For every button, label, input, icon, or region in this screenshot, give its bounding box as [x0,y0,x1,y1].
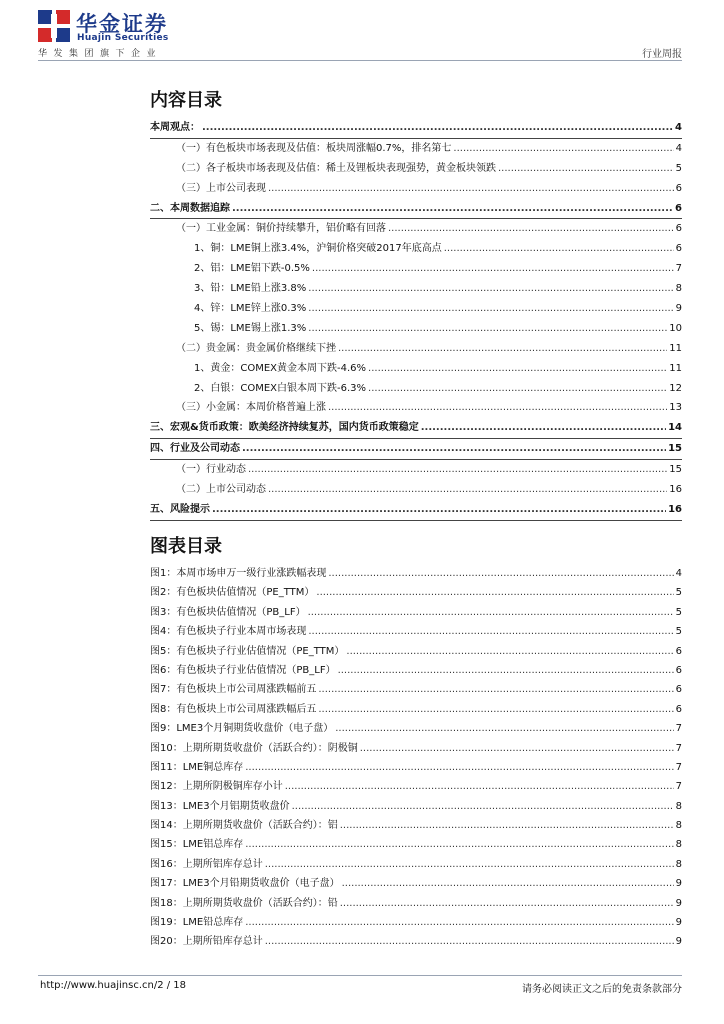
dot-leader [292,801,674,812]
toc-entry-page-number: 7 [675,263,682,275]
figure-entry-page-number: 8 [675,820,682,832]
figure-entry-page-number: 9 [675,936,682,948]
figure-entry-title: 图9：LME3个月铜期货收盘价（电子盘） [150,723,334,735]
toc-entry[interactable] [150,139,682,159]
toc-entry-title: （二）贵金属：贵金属价格继续下挫 [176,342,336,354]
figure-entry-title: 图16：上期所铝库存总计 [150,858,263,870]
dot-leader [242,443,666,454]
figure-entry[interactable] [150,855,682,874]
toc-entry[interactable] [150,398,682,418]
figure-entry-page-number: 5 [675,587,682,599]
dot-leader [212,504,666,515]
dot-leader [360,743,674,754]
dot-leader [346,646,673,657]
footer-divider [38,975,682,976]
dot-leader [318,704,673,715]
toc-entry-title: （二）各子板块市场表现及估值：稀土及锂板块表现强势，黄金板块领跌 [176,162,496,174]
dot-leader [318,684,673,695]
toc-entry[interactable] [150,418,682,439]
figure-entry[interactable] [150,680,682,699]
figure-entry-title: 图2：有色板块估值情况（PE_TTM） [150,587,315,599]
toc-entry[interactable] [150,439,682,460]
toc-entry-page-number: 16 [669,484,682,496]
toc-entry[interactable] [150,359,682,379]
figure-entry-title: 图20：上期所铅库存总计 [150,936,263,948]
toc-entry-page-number: 15 [668,443,682,455]
toc-entry-title: 3、铅：LME铅上涨3.8% [194,283,307,295]
toc-entry-title: 1、铜：LME铜上涨3.4%，沪铜价格突破2017年底高点 [194,243,442,255]
toc-entry[interactable] [150,118,682,139]
dot-leader [340,820,674,831]
brand-name-en: Huajin Securities [77,33,169,43]
figure-entry-title: 图19：LME铅总库存 [150,917,244,929]
footer-url-page[interactable]: http://www.huajinsc.cn/2 / 18 [40,980,187,991]
toc-entry[interactable] [150,500,682,521]
figure-entry-title: 图11：LME铜总库存 [150,761,244,773]
dot-leader [316,587,673,598]
figure-entry[interactable] [150,932,682,951]
dot-leader [245,762,673,773]
toc-entry-title: （一）工业金属：铜价持续攀升，铝价略有回落 [176,223,386,235]
dot-leader [453,143,673,154]
figure-entry-page-number: 4 [675,568,682,579]
figure-entry-title: 图4：有色板块子行业本周市场表现 [150,626,307,638]
figure-entry-page-number: 7 [675,781,682,793]
figure-entry-page-number: 8 [675,858,682,870]
toc-entry[interactable] [150,339,682,359]
figure-entry-page-number: 8 [675,839,682,851]
toc-entry-page-number: 4 [675,142,682,154]
toc-entry[interactable] [150,480,682,500]
toc-entry-title: 五、风险提示 [150,503,210,515]
dot-leader [368,363,667,374]
toc-entry-page-number: 16 [668,503,682,515]
dot-leader [308,607,674,618]
figure-entry[interactable] [150,913,682,932]
dot-leader [421,422,666,433]
dot-leader [265,936,674,947]
figure-list [150,564,682,952]
toc-entry-page-number: 6 [675,243,682,255]
figure-entry-page-number: 5 [675,606,682,618]
toc-entry-page-number: 15 [669,464,682,476]
dot-leader [245,839,673,850]
figure-entry[interactable] [150,816,682,835]
contents-list [150,118,682,521]
figure-entry-page-number: 6 [675,703,682,715]
figure-entry-page-number: 7 [675,761,682,773]
figure-entry[interactable] [150,739,682,758]
dot-leader [202,122,673,133]
dot-leader [338,343,667,354]
toc-entry-title: 2、白银：COMEX白银本周下跌-6.3% [194,382,367,394]
toc-entry[interactable] [150,460,682,480]
figure-entry-page-number: 9 [675,897,682,909]
toc-entry-page-number: 6 [675,223,682,235]
toc-entry-page-number: 4 [675,122,682,133]
toc-entry-title: 2、铝：LME铝下跌-0.5% [194,263,310,275]
header-divider [38,60,682,61]
figure-entry-title: 图13：LME3个月铝期货收盘价 [150,800,290,812]
figure-entry[interactable] [150,661,682,680]
figure-entry[interactable] [150,719,682,738]
figure-entry[interactable] [150,642,682,661]
dot-leader [342,878,674,889]
footer-disclaimer: 请务必阅读正文之后的免责条款部分 [522,984,682,995]
toc-entry-title: 4、锌：LME锌上涨0.3% [194,303,307,315]
page-header [0,0,724,62]
toc-entry-title: （二）上市公司动态 [176,484,266,496]
figure-entry[interactable] [150,777,682,796]
figure-entry[interactable] [150,583,682,602]
figure-entry-title: 图14：上期所期货收盘价（活跃合约）：铝 [150,820,338,832]
toc-entry-title: （一）行业动态 [176,464,246,476]
figure-entry-title: 图17：LME3个月铅期货收盘价（电子盘） [150,878,340,890]
figure-entry[interactable] [150,603,682,622]
toc-entry[interactable] [150,279,682,299]
toc-entry[interactable] [150,379,682,399]
figure-entry-title: 图10：上期所期货收盘价（活跃合约）：阴极铜 [150,742,358,754]
figure-entry-title: 图5：有色板块子行业估值情况（PE_TTM） [150,645,345,657]
figure-entry-page-number: 6 [675,684,682,696]
dot-leader [308,303,673,314]
toc-entry-page-number: 13 [669,402,682,414]
figure-entry[interactable] [150,700,682,719]
dot-leader [285,781,674,792]
figure-entry-title: 图15：LME铝总库存 [150,839,244,851]
toc-entry[interactable] [150,319,682,339]
dot-leader [308,283,673,294]
figure-entry-title: 图8：有色板块上市公司周涨跌幅后五 [150,703,317,715]
dot-leader [338,665,674,676]
dot-leader [245,917,673,928]
dot-leader [498,163,674,174]
figure-entry-page-number: 9 [675,917,682,929]
toc-entry-title: 1、黄金：COMEX黄金本周下跌-4.6% [194,362,367,374]
toc-entry-title: 5、锡：LME锡上涨1.3% [194,322,307,334]
figure-entry-page-number: 8 [675,800,682,812]
figure-entry[interactable] [150,835,682,854]
figure-entry-title: 图1：本周市场申万一级行业涨跌幅表现 [150,568,327,579]
toc-entry-title: 本周观点： [150,122,200,133]
toc-entry-page-number: 12 [669,382,682,394]
figure-entry[interactable] [150,894,682,913]
toc-entry-page-number: 10 [669,322,682,334]
figure-entry-page-number: 5 [675,626,682,638]
dot-leader [335,723,673,734]
toc-entry-page-number: 11 [669,342,682,354]
toc-entry-page-number: 6 [675,202,682,214]
huajin-logo-icon [38,10,70,42]
figure-entry-page-number: 6 [675,664,682,676]
figure-entry-title: 图18：上期所期货收盘价（活跃合约）：铅 [150,897,338,909]
dot-leader [312,263,674,274]
toc-entry-title: 三、宏观&货币政策：欧美经济持续复苏，国内货币政策稳定 [150,422,419,434]
dot-leader [268,484,667,495]
toc-entry-title: 二、本周数据追踪 [150,202,230,214]
figure-entry[interactable] [150,564,682,583]
figure-entry-page-number: 7 [675,723,682,735]
toc-entry[interactable] [150,259,682,279]
figure-entry[interactable] [150,622,682,641]
toc-entry-page-number: 6 [675,182,682,194]
group-affiliation: 华发集团旗下企业 [38,49,163,59]
toc-entry[interactable] [150,159,682,179]
dot-leader [340,898,674,909]
toc-entry[interactable] [150,239,682,259]
dot-leader [308,323,667,334]
figure-entry-title: 图12：上期所阴极铜库存小计 [150,781,283,793]
dot-leader [268,183,674,194]
figure-entry[interactable] [150,874,682,893]
dot-leader [368,383,667,394]
toc-entry-title: （一）有色板块市场表现及估值：板块周涨幅0.7%，排名第七 [176,142,452,154]
figure-entry-title: 图3：有色板块估值情况（PB_LF） [150,606,306,618]
toc-entry-page-number: 5 [675,162,682,174]
toc-entry-page-number: 11 [669,362,682,374]
toc-entry[interactable] [150,199,682,220]
dot-leader [248,464,667,475]
dot-leader [444,243,674,254]
dot-leader [328,568,673,579]
dot-leader [308,626,673,637]
toc-entry[interactable] [150,179,682,199]
document-type: 行业周报 [642,49,682,60]
toc-entry-title: （三）上市公司表现 [176,182,266,194]
toc-title: 内容目录 [150,90,222,111]
toc-entry-page-number: 9 [675,303,682,315]
figure-entry-page-number: 6 [675,645,682,657]
toc-entry-page-number: 14 [668,422,682,434]
figure-list-title: 图表目录 [150,536,222,557]
figure-entry-page-number: 9 [675,878,682,890]
toc-entry-title: （三）小金属：本周价格普遍上涨 [176,402,326,414]
figure-entry[interactable] [150,797,682,816]
figure-entry-page-number: 7 [675,742,682,754]
dot-leader [265,859,674,870]
dot-leader [232,203,673,214]
toc-entry-title: 四、行业及公司动态 [150,443,240,455]
dot-leader [388,223,674,234]
brand-name-cn: 华金证券 [76,12,168,36]
dot-leader [328,402,667,413]
figure-entry[interactable] [150,758,682,777]
figure-entry-title: 图6：有色板块子行业估值情况（PB_LF） [150,664,336,676]
toc-entry-page-number: 8 [675,283,682,295]
toc-entry[interactable] [150,299,682,319]
figure-entry-title: 图7：有色板块上市公司周涨跌幅前五 [150,684,317,696]
toc-entry[interactable] [150,219,682,239]
